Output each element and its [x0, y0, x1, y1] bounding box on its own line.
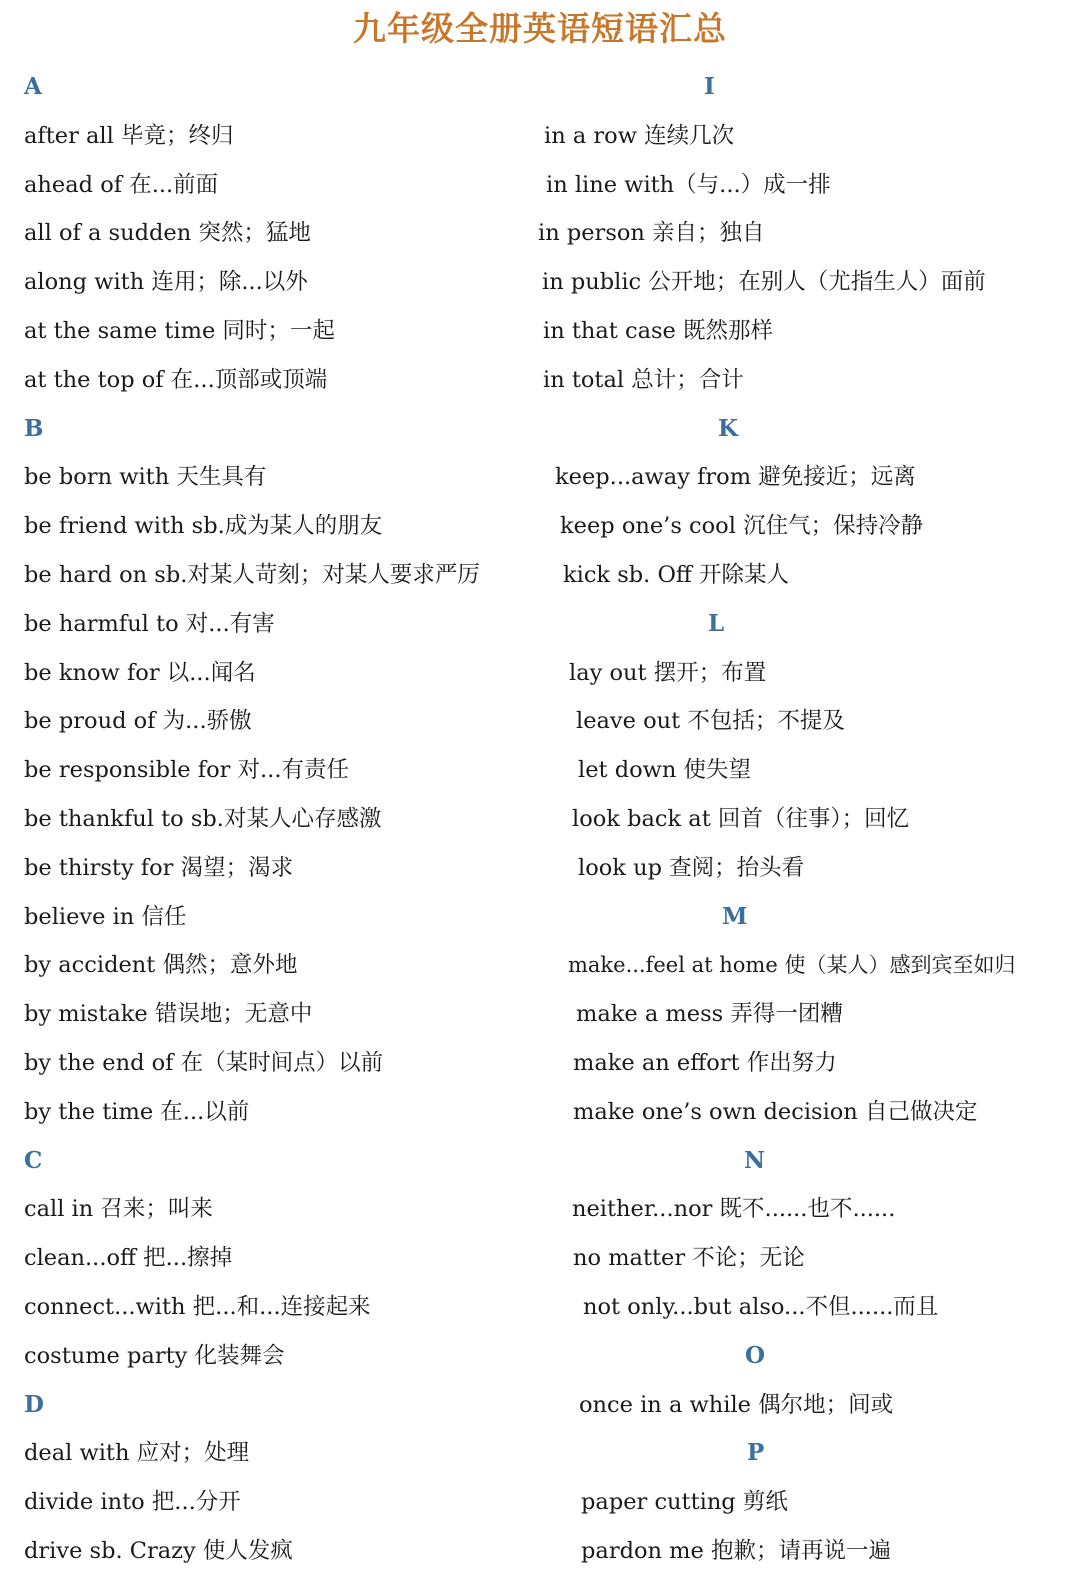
phrase-entry: at the same time 同时；一起 — [24, 317, 335, 344]
phrase-entry: kick sb. Off 开除某人 — [563, 561, 790, 588]
page-title: 九年级全册英语短语汇总 — [353, 9, 727, 48]
phrase-entry: once in a while 偶尔地；间或 — [579, 1391, 894, 1418]
phrase-entry: look back at 回首（往事）；回忆 — [572, 805, 910, 832]
phrase-entry: in person 亲自；独自 — [538, 220, 765, 247]
phrase-entry: be friend with sb.成为某人的朋友 — [24, 513, 383, 540]
phrase-entry: be born with 天生具有 — [24, 464, 267, 491]
phrase-entry: ahead of 在...前面 — [24, 171, 219, 198]
section-letter-heading: I — [704, 73, 715, 100]
phrase-entry: in a row 连续几次 — [544, 122, 735, 149]
left-column — [24, 63, 544, 1576]
phrase-entry: make one’s own decision 自己做决定 — [573, 1098, 978, 1125]
phrase-entry: drive sb. Crazy 使人发疯 — [24, 1537, 293, 1564]
phrase-entry: leave out 不包括；不提及 — [576, 708, 845, 735]
phrase-entry: believe in 信任 — [24, 903, 187, 930]
right-column — [536, 63, 1066, 1576]
phrase-entry: neither...nor 既不......也不...... — [572, 1196, 896, 1223]
phrase-entry: be responsible for 对...有责任 — [24, 757, 349, 784]
phrase-entry: no matter 不论；无论 — [573, 1245, 805, 1272]
phrase-entry: in public 公开地；在别人（尤指生人）面前 — [542, 269, 986, 296]
phrase-entry: clean...off 把...擦掉 — [24, 1245, 233, 1272]
section-letter-heading: N — [744, 1146, 766, 1174]
phrase-entry: be thankful to sb.对某人心存感激 — [24, 805, 382, 832]
section-letter-heading: B — [24, 414, 44, 442]
phrase-entry: make an effort 作出努力 — [573, 1049, 837, 1076]
phrase-entry: call in 召来；叫来 — [24, 1196, 213, 1223]
phrase-entry: in line with（与...）成一排 — [546, 171, 831, 198]
phrase-entry: make a mess 弄得一团糟 — [576, 1001, 843, 1028]
phrase-entry: pardon me 抱歉；请再说一遍 — [581, 1537, 891, 1564]
section-letter-heading: M — [722, 902, 748, 930]
phrase-entry: keep one’s cool 沉住气；保持冷静 — [560, 513, 924, 540]
phrase-entry: along with 连用；除...以外 — [24, 269, 308, 296]
phrase-entry: lay out 摆开；布置 — [569, 659, 767, 686]
phrase-entry: by the end of 在（某时间点）以前 — [24, 1049, 384, 1076]
section-letter-heading: C — [24, 1146, 43, 1174]
phrase-entry: connect...with 把...和...连接起来 — [24, 1293, 371, 1320]
phrase-entry: be thirsty for 渴望；渴求 — [24, 854, 294, 881]
phrase-entry: by mistake 错误地；无意中 — [24, 1001, 313, 1028]
section-letter-heading: D — [24, 1390, 44, 1418]
phrase-entry: in total 总计；合计 — [543, 366, 744, 393]
section-letter-heading: O — [745, 1341, 766, 1369]
phrase-entry: be know for 以...闻名 — [24, 659, 256, 686]
phrase-entry: at the top of 在...顶部或顶端 — [24, 366, 328, 393]
phrase-entry: paper cutting 剪纸 — [581, 1489, 788, 1516]
phrase-entry: not only...but also...不但......而且 — [583, 1293, 939, 1320]
phrase-entry: deal with 应对；处理 — [24, 1440, 250, 1467]
phrase-entry: keep...away from 避免接近；远离 — [555, 464, 916, 491]
phrase-entry: let down 使失望 — [578, 757, 752, 784]
section-letter-heading: L — [708, 609, 725, 637]
phrase-entry: by accident 偶然；意外地 — [24, 952, 298, 979]
section-letter-heading: A — [24, 73, 42, 100]
phrase-entry: in that case 既然那样 — [543, 317, 774, 344]
phrase-entry: be proud of 为...骄傲 — [24, 708, 252, 735]
phrase-entry: be harmful to 对...有害 — [24, 610, 275, 637]
section-letter-heading: K — [718, 414, 738, 442]
phrase-entry: look up 查阅；抬头看 — [578, 854, 805, 881]
phrase-entry: divide into 把...分开 — [24, 1489, 241, 1516]
phrase-entry: be hard on sb.对某人苛刻；对某人要求严厉 — [24, 561, 480, 588]
phrase-entry: costume party 化装舞会 — [24, 1342, 285, 1369]
phrase-entry: after all 毕竟；终归 — [24, 122, 234, 149]
phrase-entry: make...feel at home 使（某人）感到宾至如归 — [568, 953, 1016, 978]
phrase-entry: all of a sudden 突然；猛地 — [24, 220, 311, 247]
phrase-entry: by the time 在...以前 — [24, 1098, 250, 1125]
section-letter-heading: P — [747, 1439, 765, 1467]
